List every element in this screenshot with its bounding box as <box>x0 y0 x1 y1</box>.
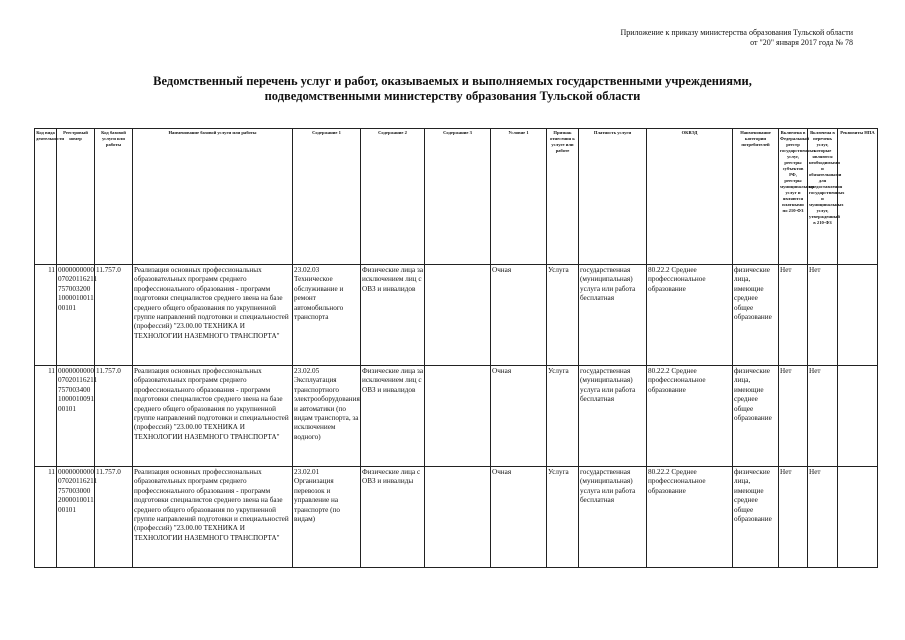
cell-category: физические лица, имеющие среднее общее образование <box>733 467 779 568</box>
col-header: Наименование категории потребителей <box>733 129 779 265</box>
cell-okved: 80.22.2 Среднее профессиональное образование <box>647 467 733 568</box>
cell-name: Реализация основных профессиональных образовательных программ среднего профессионального образования - программ подготовки специалистов среднего звена на базе среднего общего образования по укрупненной группе направлений подготовки и специальностей (профессий) "23.00.00 ТЕХНИКА И ТЕХНОЛОГИИ НАЗЕМНОГО ТРАНСПОРТА" <box>133 467 293 568</box>
table-header-row <box>35 129 878 265</box>
table-row <box>35 467 878 568</box>
cell-category: физические лица, имеющие среднее общее образование <box>733 366 779 467</box>
cell-registry: 0000000000 07020116211 757003200 1000010011 00101 <box>57 265 95 366</box>
cell-content3 <box>425 467 491 568</box>
cell-content2: Физические лица за исключением лиц с ОВЗ и инвалидов <box>361 366 425 467</box>
table-row <box>35 265 878 366</box>
cell-paid: государственная (муниципальная) услуга или работа бесплатная <box>579 467 647 568</box>
cell-code: 11.757.0 <box>95 265 133 366</box>
services-table <box>34 128 878 568</box>
col-header: Признак отнесения к услуге или работе <box>547 129 579 265</box>
cell-category: физические лица, имеющие среднее общее образование <box>733 265 779 366</box>
title-line-2: подведомственными министерству образования Тульской области <box>264 89 641 103</box>
cell-registry: 0000000000 07020116211 757003400 1000010091 00101 <box>57 366 95 467</box>
cell-inc2: Нет <box>808 265 838 366</box>
col-header: Содержание 2 <box>361 129 425 265</box>
cell-inc1: Нет <box>779 467 808 568</box>
cell-registry: 0000000000 07020116211 757003000 2000010011 00101 <box>57 467 95 568</box>
cell-content3 <box>425 265 491 366</box>
cell-condition1: Очная <box>491 467 547 568</box>
cell-sign: Услуга <box>547 467 579 568</box>
cell-content1: 23.02.03 Техническое обслуживание и ремонт автомобильного транспорта <box>293 265 361 366</box>
cell-content3 <box>425 366 491 467</box>
cell-inc2: Нет <box>808 366 838 467</box>
col-header: Код вида деятельности <box>35 129 57 265</box>
cell-code: 11.757.0 <box>95 467 133 568</box>
cell-kind: 11 <box>35 265 57 366</box>
col-header: Платность услуги <box>579 129 647 265</box>
cell-condition1: Очная <box>491 265 547 366</box>
cell-content2: Физические лица за исключением лиц с ОВЗ и инвалидов <box>361 265 425 366</box>
cell-npa <box>838 467 878 568</box>
cell-paid: государственная (муниципальная) услуга или работа бесплатная <box>579 366 647 467</box>
cell-okved: 80.22.2 Среднее профессиональное образование <box>647 265 733 366</box>
col-header: Включена в Федеральный реестр государственных услуг, реестры субъектов РФ, реестры муниципальных услуг и являются платными по 210-ФЗ <box>779 129 808 265</box>
cell-inc1: Нет <box>779 366 808 467</box>
cell-content2: Физические лица с ОВЗ и инвалиды <box>361 467 425 568</box>
cell-content1: 23.02.01 Организация перевозок и управление на транспорте (по видам) <box>293 467 361 568</box>
appendix-note <box>523 28 853 48</box>
table-row <box>35 366 878 467</box>
cell-condition1: Очная <box>491 366 547 467</box>
cell-content1: 23.02.05 Эксплуатация транспортного электрооборудования и автоматики (по видам транспорта, за исключением водного) <box>293 366 361 467</box>
cell-name: Реализация основных профессиональных образовательных программ среднего профессионального образования - программ подготовки специалистов среднего звена на базе среднего общего образования по укрупненной группе направлений подготовки и специальностей (профессий) "23.00.00 ТЕХНИКА И ТЕХНОЛОГИИ НАЗЕМНОГО ТРАНСПОРТА" <box>133 265 293 366</box>
cell-sign: Услуга <box>547 366 579 467</box>
cell-code: 11.757.0 <box>95 366 133 467</box>
col-header: Реестровый номер <box>57 129 95 265</box>
col-header: Код базовой услуги или работы <box>95 129 133 265</box>
col-header: Включена в перечень услуг, которые являются необходимыми и обязательными для предоставления государственных и муниципальных услуг, утвержденный в 210-ФЗ <box>808 129 838 265</box>
cell-inc2: Нет <box>808 467 838 568</box>
cell-okved: 80.22.2 Среднее профессиональное образование <box>647 366 733 467</box>
cell-kind: 11 <box>35 467 57 568</box>
appendix-line-1: Приложение к приказу министерства образования Тульской области <box>620 28 853 37</box>
title-line-1: Ведомственный перечень услуг и работ, оказываемых и выполняемых государственными учреждениями, <box>153 74 752 88</box>
cell-npa <box>838 366 878 467</box>
col-header: Реквизиты НПА <box>838 129 878 265</box>
col-header: Условие 1 <box>491 129 547 265</box>
cell-inc1: Нет <box>779 265 808 366</box>
appendix-line-2: от "20" января 2017 года № 78 <box>750 38 853 47</box>
cell-name: Реализация основных профессиональных образовательных программ среднего профессионального образования - программ подготовки специалистов среднего звена на базе среднего общего образования по укрупненной группе направлений подготовки и специальностей (профессий) "23.00.00 ТЕХНИКА И ТЕХНОЛОГИИ НАЗЕМНОГО ТРАНСПОРТА" <box>133 366 293 467</box>
cell-paid: государственная (муниципальная) услуга или работа бесплатная <box>579 265 647 366</box>
col-header: Содержание 1 <box>293 129 361 265</box>
cell-sign: Услуга <box>547 265 579 366</box>
document-title <box>0 74 905 104</box>
col-header: Содержание 3 <box>425 129 491 265</box>
cell-npa <box>838 265 878 366</box>
col-header: ОКВЭД <box>647 129 733 265</box>
col-header: Наименование базовой услуги или работы <box>133 129 293 265</box>
cell-kind: 11 <box>35 366 57 467</box>
